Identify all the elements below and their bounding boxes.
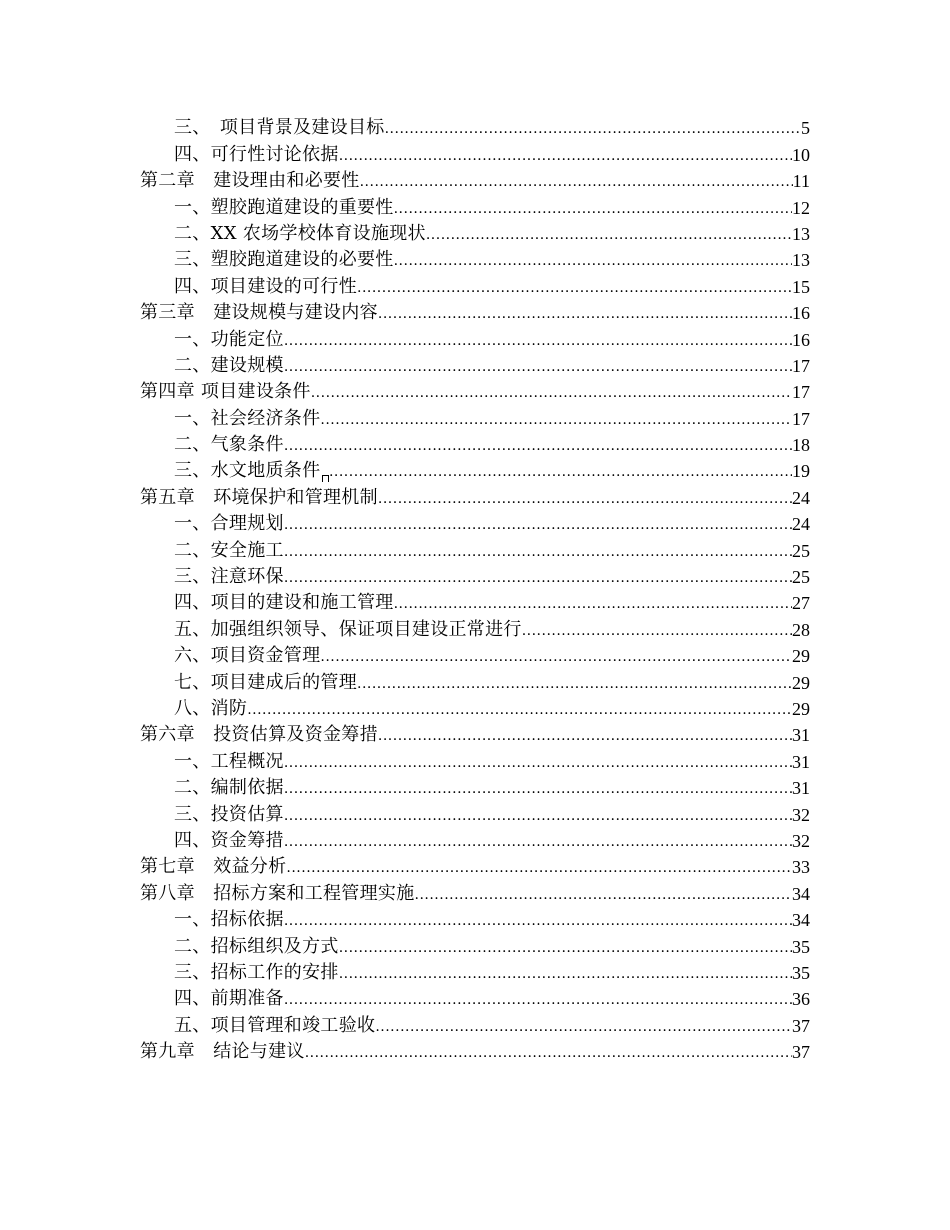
toc-entry-title: 第六章 投资估算及资金筹措 xyxy=(140,724,378,746)
toc-section-entry[interactable] xyxy=(140,931,810,957)
toc-page-number: 28 xyxy=(792,619,810,640)
toc-dot-leader xyxy=(284,833,792,852)
toc-dot-leader xyxy=(522,622,792,641)
toc-page-number: 18 xyxy=(792,435,810,456)
toc-entry-title: 四、前期准备 xyxy=(174,988,284,1010)
toc-page-number: 29 xyxy=(792,672,810,693)
toc-entry-title: 三、招标工作的安排 xyxy=(174,961,339,983)
toc-entry-title: 一、工程概况 xyxy=(174,750,284,772)
toc-entry-title: 四、可行性讨论依据 xyxy=(174,143,339,165)
toc-chapter-entry[interactable] xyxy=(140,377,810,403)
toc-chapter-entry[interactable] xyxy=(140,1037,810,1063)
toc-section-entry[interactable] xyxy=(140,614,810,640)
toc-entry-title: 三、投资估算 xyxy=(174,803,284,825)
toc-dot-leader xyxy=(284,780,792,799)
toc-dot-leader xyxy=(320,411,792,430)
toc-page-number: 10 xyxy=(792,144,810,165)
toc-entry-title: 一、合理规划 xyxy=(174,513,284,535)
toc-page-number: 37 xyxy=(792,1015,810,1036)
toc-section-entry[interactable] xyxy=(140,456,810,482)
toc-page-number: 31 xyxy=(792,778,810,799)
toc-section-entry[interactable] xyxy=(140,826,810,852)
toc-page-number: 35 xyxy=(792,936,810,957)
toc-entry-title: 八、消防 xyxy=(174,697,248,719)
toc-dot-leader xyxy=(284,569,792,588)
toc-section-entry[interactable] xyxy=(140,403,810,429)
toc-section-entry[interactable] xyxy=(140,245,810,271)
toc-page-number: 37 xyxy=(792,1042,810,1063)
toc-chapter-entry[interactable] xyxy=(140,298,810,324)
toc-page-number: 24 xyxy=(792,487,810,508)
toc-entry-title: 第七章 效益分析 xyxy=(140,856,287,878)
toc-entry-title: 四、资金筹措 xyxy=(174,829,284,851)
toc-section-entry[interactable] xyxy=(140,509,810,535)
toc-page-number: 29 xyxy=(792,646,810,667)
toc-entry-title: 五、加强组织领导、保证项目建设正常进行 xyxy=(174,618,522,640)
toc-dot-leader xyxy=(320,648,792,667)
toc-dot-leader xyxy=(247,701,792,720)
toc-entry-title: 四、项目的建设和施工管理 xyxy=(174,592,394,614)
toc-entry-title: 第二章 建设理由和必要性 xyxy=(140,170,360,192)
toc-dot-leader xyxy=(284,807,792,826)
toc-entry-title: 三、塑胶跑道建设的必要性 xyxy=(174,249,394,271)
toc-page-number: 17 xyxy=(792,408,810,429)
toc-section-entry[interactable] xyxy=(140,905,810,931)
toc-page-number: 12 xyxy=(792,197,810,218)
toc-section-entry[interactable] xyxy=(140,113,810,139)
toc-entry-title: 一、塑胶跑道建设的重要性 xyxy=(174,196,394,218)
toc-dot-leader xyxy=(284,991,792,1010)
toc-section-entry[interactable] xyxy=(140,535,810,561)
toc-page-number: 13 xyxy=(792,250,810,271)
toc-page-number: 34 xyxy=(792,883,810,904)
toc-dot-leader xyxy=(284,332,792,351)
toc-dot-leader xyxy=(311,384,792,403)
toc-page-number: 31 xyxy=(792,751,810,772)
toc-dot-leader xyxy=(305,1044,792,1063)
toc-dot-leader xyxy=(385,120,801,139)
toc-section-entry[interactable] xyxy=(140,271,810,297)
toc-section-entry[interactable] xyxy=(140,430,810,456)
toc-entry-title: 二、气象条件 xyxy=(174,434,284,456)
toc-page-number: 11 xyxy=(792,171,810,192)
toc-page-number: 27 xyxy=(792,593,810,614)
toc-page-number: 16 xyxy=(792,303,810,324)
toc-page-number: 36 xyxy=(792,989,810,1010)
toc-section-entry[interactable] xyxy=(140,588,810,614)
toc-page-number: 5 xyxy=(801,118,810,139)
toc-page-number: 34 xyxy=(792,910,810,931)
toc-page-number: 16 xyxy=(792,329,810,350)
toc-page-number: 25 xyxy=(792,540,810,561)
toc-dot-leader xyxy=(339,939,792,958)
toc-section-entry[interactable] xyxy=(140,641,810,667)
toc-entry-title: 二、招标组织及方式 xyxy=(174,935,339,957)
toc-dot-leader xyxy=(357,279,792,298)
toc-dot-leader xyxy=(284,543,792,562)
toc-entry-title: 五、项目管理和竣工验收 xyxy=(174,1014,376,1036)
toc-page-number: 13 xyxy=(792,223,810,244)
toc-chapter-entry[interactable] xyxy=(140,166,810,192)
toc-entry-title: 三、注意环保 xyxy=(174,566,284,588)
toc-entry-title: 四、项目建设的可行性 xyxy=(174,275,357,297)
toc-entry-title: 第四章 项目建设条件 xyxy=(140,381,311,403)
toc-entry-title: 二、建设规模 xyxy=(174,354,284,376)
toc-section-entry[interactable] xyxy=(140,746,810,772)
toc-entry-title: 三、 项目背景及建设目标 xyxy=(174,117,385,139)
toc-section-entry[interactable] xyxy=(140,192,810,218)
toc-dot-leader xyxy=(378,305,792,324)
toc-page-number: 24 xyxy=(792,514,810,535)
toc-entry-title: 第五章 环境保护和管理机制 xyxy=(140,486,378,508)
toc-page-number: 33 xyxy=(792,857,810,878)
toc-page-number: 17 xyxy=(792,355,810,376)
toc-page-number: 32 xyxy=(792,830,810,851)
toc-section-entry[interactable] xyxy=(140,324,810,350)
toc-entry-title: 一、招标依据 xyxy=(174,909,284,931)
toc-section-entry[interactable] xyxy=(140,958,810,984)
toc-page-number: 29 xyxy=(792,698,810,719)
toc-entry-title: 第三章 建设规模与建设内容 xyxy=(140,302,378,324)
toc-page-number: 32 xyxy=(792,804,810,825)
toc-dot-leader xyxy=(378,727,792,746)
toc-section-entry[interactable] xyxy=(140,219,810,245)
toc-dot-leader xyxy=(286,859,792,878)
toc-dot-leader xyxy=(339,147,792,166)
toc-page-number: 35 xyxy=(792,962,810,983)
toc-page-number: 25 xyxy=(792,567,810,588)
toc-dot-leader xyxy=(339,965,792,984)
toc-entry-title: 一、社会经济条件 xyxy=(174,407,321,429)
toc-dot-leader xyxy=(360,173,793,192)
toc-dot-leader xyxy=(329,463,792,482)
toc-section-entry[interactable] xyxy=(140,351,810,377)
toc-chapter-entry[interactable] xyxy=(140,720,810,746)
toc-entry-title: 一、功能定位 xyxy=(174,328,284,350)
toc-entry-title: 六、项目资金管理 xyxy=(174,645,321,667)
toc-entry-title: 七、项目建成后的管理 xyxy=(174,671,357,693)
toc-dot-leader xyxy=(415,886,793,905)
toc-dot-leader xyxy=(394,200,792,219)
toc-section-entry[interactable] xyxy=(140,1010,810,1036)
toc-entry-title: 二、编制依据 xyxy=(174,777,284,799)
toc-chapter-entry[interactable] xyxy=(140,482,810,508)
toc-dot-leader xyxy=(284,437,792,456)
toc-section-entry[interactable] xyxy=(140,562,810,588)
toc-dot-leader xyxy=(284,358,792,377)
toc-entry-title: 第八章 招标方案和工程管理实施 xyxy=(140,882,415,904)
toc-dot-leader xyxy=(284,754,792,773)
toc-dot-leader xyxy=(394,595,792,614)
toc-section-entry[interactable] xyxy=(140,799,810,825)
toc-entry-title: 二、安全施工 xyxy=(174,539,284,561)
toc-section-entry[interactable] xyxy=(140,773,810,799)
toc-page-number: 31 xyxy=(792,725,810,746)
toc-section-entry[interactable] xyxy=(140,139,810,165)
toc-chapter-entry[interactable] xyxy=(140,878,810,904)
toc-dot-leader xyxy=(375,1018,792,1037)
toc-entry-title: 三、水文地质条件 xyxy=(174,460,321,482)
toc-dot-leader xyxy=(284,912,792,931)
toc-page-number: 19 xyxy=(792,461,810,482)
toc-page-number: 15 xyxy=(792,276,810,297)
toc-entry-title: 第九章 结论与建议 xyxy=(140,1041,305,1063)
toc-section-entry[interactable] xyxy=(140,984,810,1010)
toc-dot-leader xyxy=(357,675,792,694)
toc-entry-title: 二、XX 农场学校体育设施现状 xyxy=(174,222,426,244)
table-of-contents xyxy=(140,113,810,1063)
toc-page-number: 17 xyxy=(792,382,810,403)
toc-dot-leader xyxy=(394,252,792,271)
toc-section-entry[interactable] xyxy=(140,694,810,720)
toc-chapter-entry[interactable] xyxy=(140,852,810,878)
toc-dot-leader xyxy=(378,490,792,509)
toc-section-entry[interactable] xyxy=(140,667,810,693)
toc-dot-leader xyxy=(284,516,792,535)
toc-dot-leader xyxy=(426,226,792,245)
